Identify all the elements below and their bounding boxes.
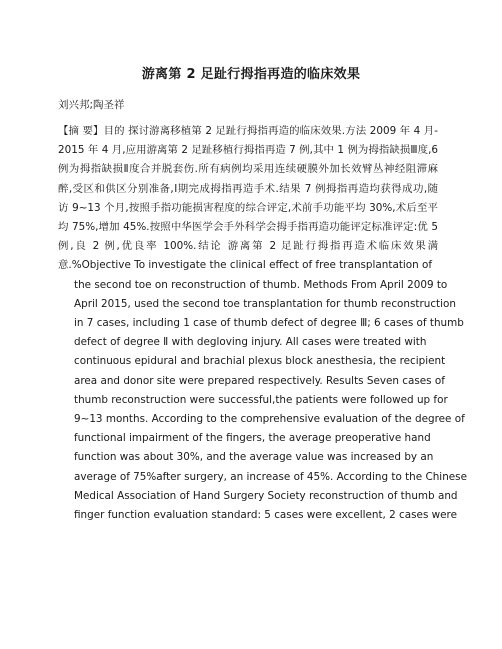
abstract-line: the second toe on reconstruction of thumb. Methods From April 2009 to [74, 278, 448, 291]
abstract-line: 醉,受区和供区分别准备,Ⅰ期完成拇指再造手术.结果 7 例拇指再造均获得成功,随 [58, 182, 438, 195]
abstract-line: 访 9~13 个月,按照手指功能损害程度的综合评定,术前手功能平均 30%,术后至平 [58, 201, 438, 214]
abstract-line: defect of degree Ⅱ with degloving injury. All cases were treated with [74, 336, 427, 349]
abstract-line: area and donor site were prepared respectively. Results Seven cases of [74, 374, 445, 387]
abstract-line: 例,良 2 例,优良率 100%.结论 游离第 2 足趾行拇指再造术临床效果满 [58, 240, 438, 253]
abstract-line: April 2015, used the second toe transplantation for thumb reconstruction [74, 297, 456, 310]
abstract-line: average of 75%after surgery, an increase of 45%. According to the Chinese [74, 470, 467, 483]
abstract-line: finger function evaluation standard: 5 cases were excellent, 2 cases were [74, 509, 457, 522]
abstract-line: functional impairment of the fingers, the average preoperative hand [74, 432, 431, 445]
paper-authors: 刘兴邦;陶圣祥 [58, 99, 125, 111]
paper-title: 游离第 2 足趾行拇指再造的临床效果 [141, 67, 361, 82]
abstract-line: 【摘 要】目的 探讨游离移植第 2 足趾行拇指再造的临床效果.方法 2009 年 4 月- [58, 125, 438, 137]
abstract-line: in 7 cases, including 1 case of thumb defect of degree Ⅲ; 6 cases of thumb [74, 317, 464, 330]
abstract-line: function was about 30%, and the average value was increased by an [74, 451, 434, 464]
abstract-line: 例为拇指缺损Ⅱ度合并脱套伤.所有病例均采用连续硬膜外加长效臂丛神经阻滞麻 [58, 163, 438, 176]
abstract-line: 意.%Objective To investigate the clinical effect of free transplantation of [58, 259, 433, 272]
abstract-line: Medical Association of Hand Surgery Society reconstruction of thumb and [74, 489, 458, 502]
abstract-line: 9~13 months. According to the comprehensive evaluation of the degree of [74, 413, 465, 426]
abstract-line: thumb reconstruction were successful,the patients were followed up for [74, 393, 448, 406]
abstract-line: 均 75%,增加 45%.按照中华医学会手外科学会拇手指再造功能评定标准评定:优 5 [58, 221, 439, 234]
abstract-body [58, 122, 467, 525]
abstract-line: 2015 年 4 月,应用游离第 2 足趾移植行拇指再造 7 例,其中 1 例为拇指缺损Ⅲ度,6 [58, 144, 438, 157]
abstract-line: continuous epidural and brachial plexus block anesthesia, the recipient [74, 355, 446, 368]
